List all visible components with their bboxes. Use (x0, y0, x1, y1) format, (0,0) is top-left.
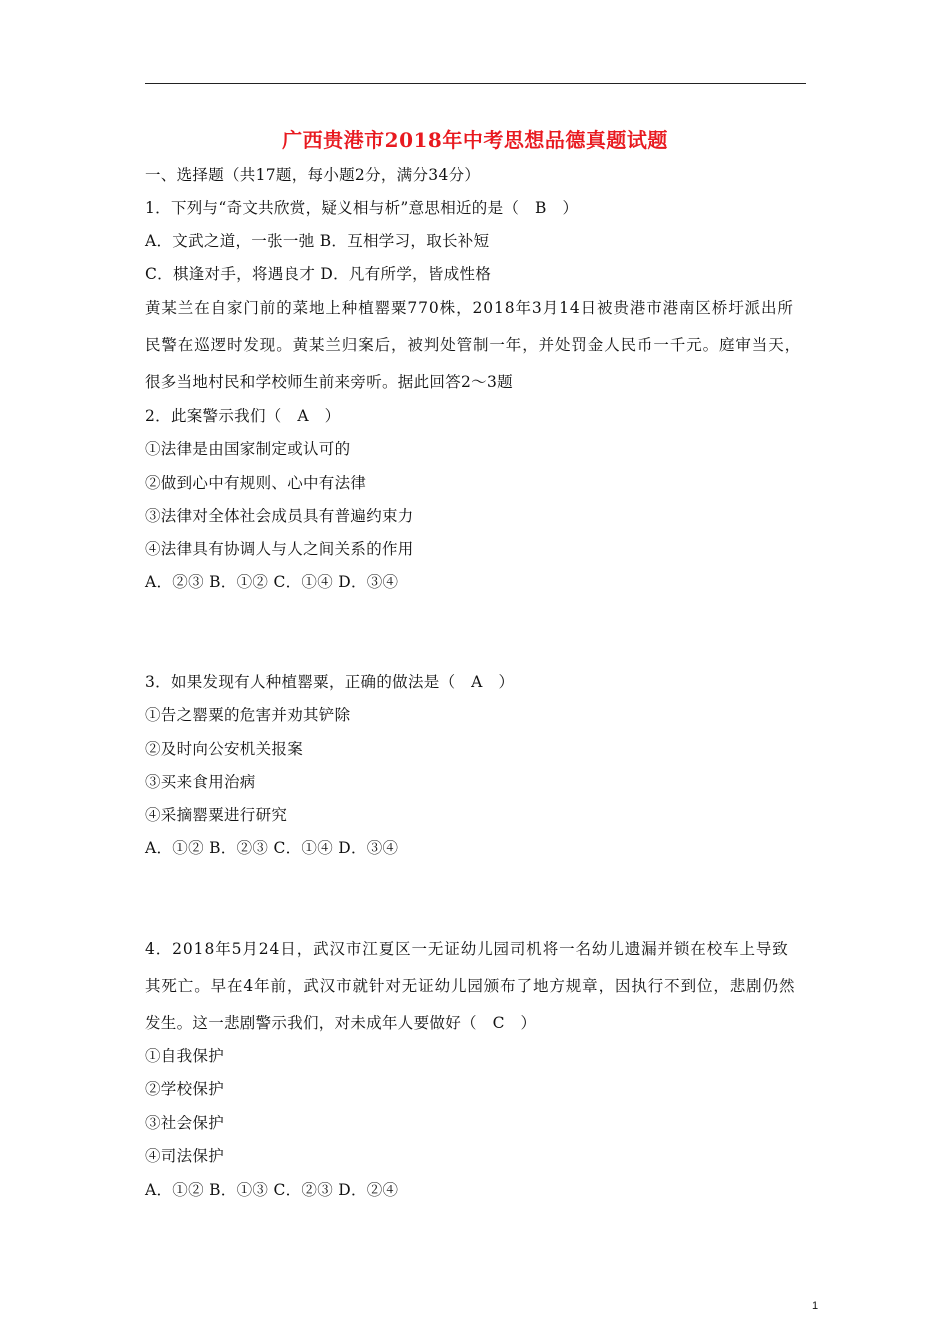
question-3-options: A．①② B．②③ C．①④ D．③④ (145, 839, 399, 857)
section-heading: 一、选择题（共17题，每小题2分，满分34分） (145, 166, 481, 184)
question-4-item-2: ②学校保护 (145, 1080, 225, 1098)
header-rule (145, 83, 806, 84)
question-2-item-1: ①法律是由国家制定或认可的 (145, 440, 351, 458)
question-4-item-4: ④司法保护 (145, 1147, 225, 1165)
question-2-item-2: ②做到心中有规则、心中有法律 (145, 474, 367, 492)
question-4-options: A．①② B．①③ C．②③ D．②④ (145, 1181, 399, 1199)
case-paragraph-line-1: 黄某兰在自家门前的菜地上种植罂粟770株，2018年3月14日被贵港市港南区桥圩派出所 (145, 299, 794, 317)
case-paragraph-line-2: 民警在巡逻时发现。黄某兰归案后，被判处管制一年，并处罚金人民币一千元。庭审当天， (145, 336, 802, 354)
question-3-item-1: ①告之罂粟的危害并劝其铲除 (145, 706, 351, 724)
question-4-item-1: ①自我保护 (145, 1047, 225, 1065)
question-1-options-ab: A．文武之道，一张一弛 B．互相学习，取长补短 (145, 232, 490, 250)
case-paragraph-line-3: 很多当地村民和学校师生前来旁听。据此回答2～3题 (145, 373, 513, 391)
question-4-stem-line-1: 4．2018年5月24日，武汉市江夏区一无证幼儿园司机将一名幼儿遗漏并锁在校车上导致 (145, 940, 789, 958)
question-1-stem: 1．下列与“奇文共欣赏，疑义相与析”意思相近的是（ B ） (145, 199, 579, 217)
question-4-stem-line-3: 发生。这一悲剧警示我们，对未成年人要做好（ C ） (145, 1014, 537, 1032)
question-1-options-cd: C．棋逢对手，将遇良才 D．凡有所学，皆成性格 (145, 265, 492, 283)
question-4-item-3: ③社会保护 (145, 1114, 225, 1132)
question-2-item-3: ③法律对全体社会成员具有普遍约束力 (145, 507, 414, 525)
question-3-item-2: ②及时向公安机关报案 (145, 740, 304, 758)
question-2-stem: 2．此案警示我们（ A ） (145, 407, 341, 425)
question-3-stem: 3．如果发现有人种植罂粟，正确的做法是（ A ） (145, 673, 515, 691)
question-2-item-4: ④法律具有协调人与人之间关系的作用 (145, 540, 414, 558)
page-number: 1 (812, 1300, 819, 1312)
question-4-stem-line-2: 其死亡。早在4年前，武汉市就针对无证幼儿园颁布了地方规章，因执行不到位，悲剧仍然 (145, 977, 796, 995)
question-3-item-4: ④采摘罂粟进行研究 (145, 806, 288, 824)
document-title: 广西贵港市2018年中考思想品德真题试题 (282, 128, 668, 152)
question-3-item-3: ③买来食用治病 (145, 773, 256, 791)
question-2-options: A．②③ B．①② C．①④ D．③④ (145, 573, 399, 591)
